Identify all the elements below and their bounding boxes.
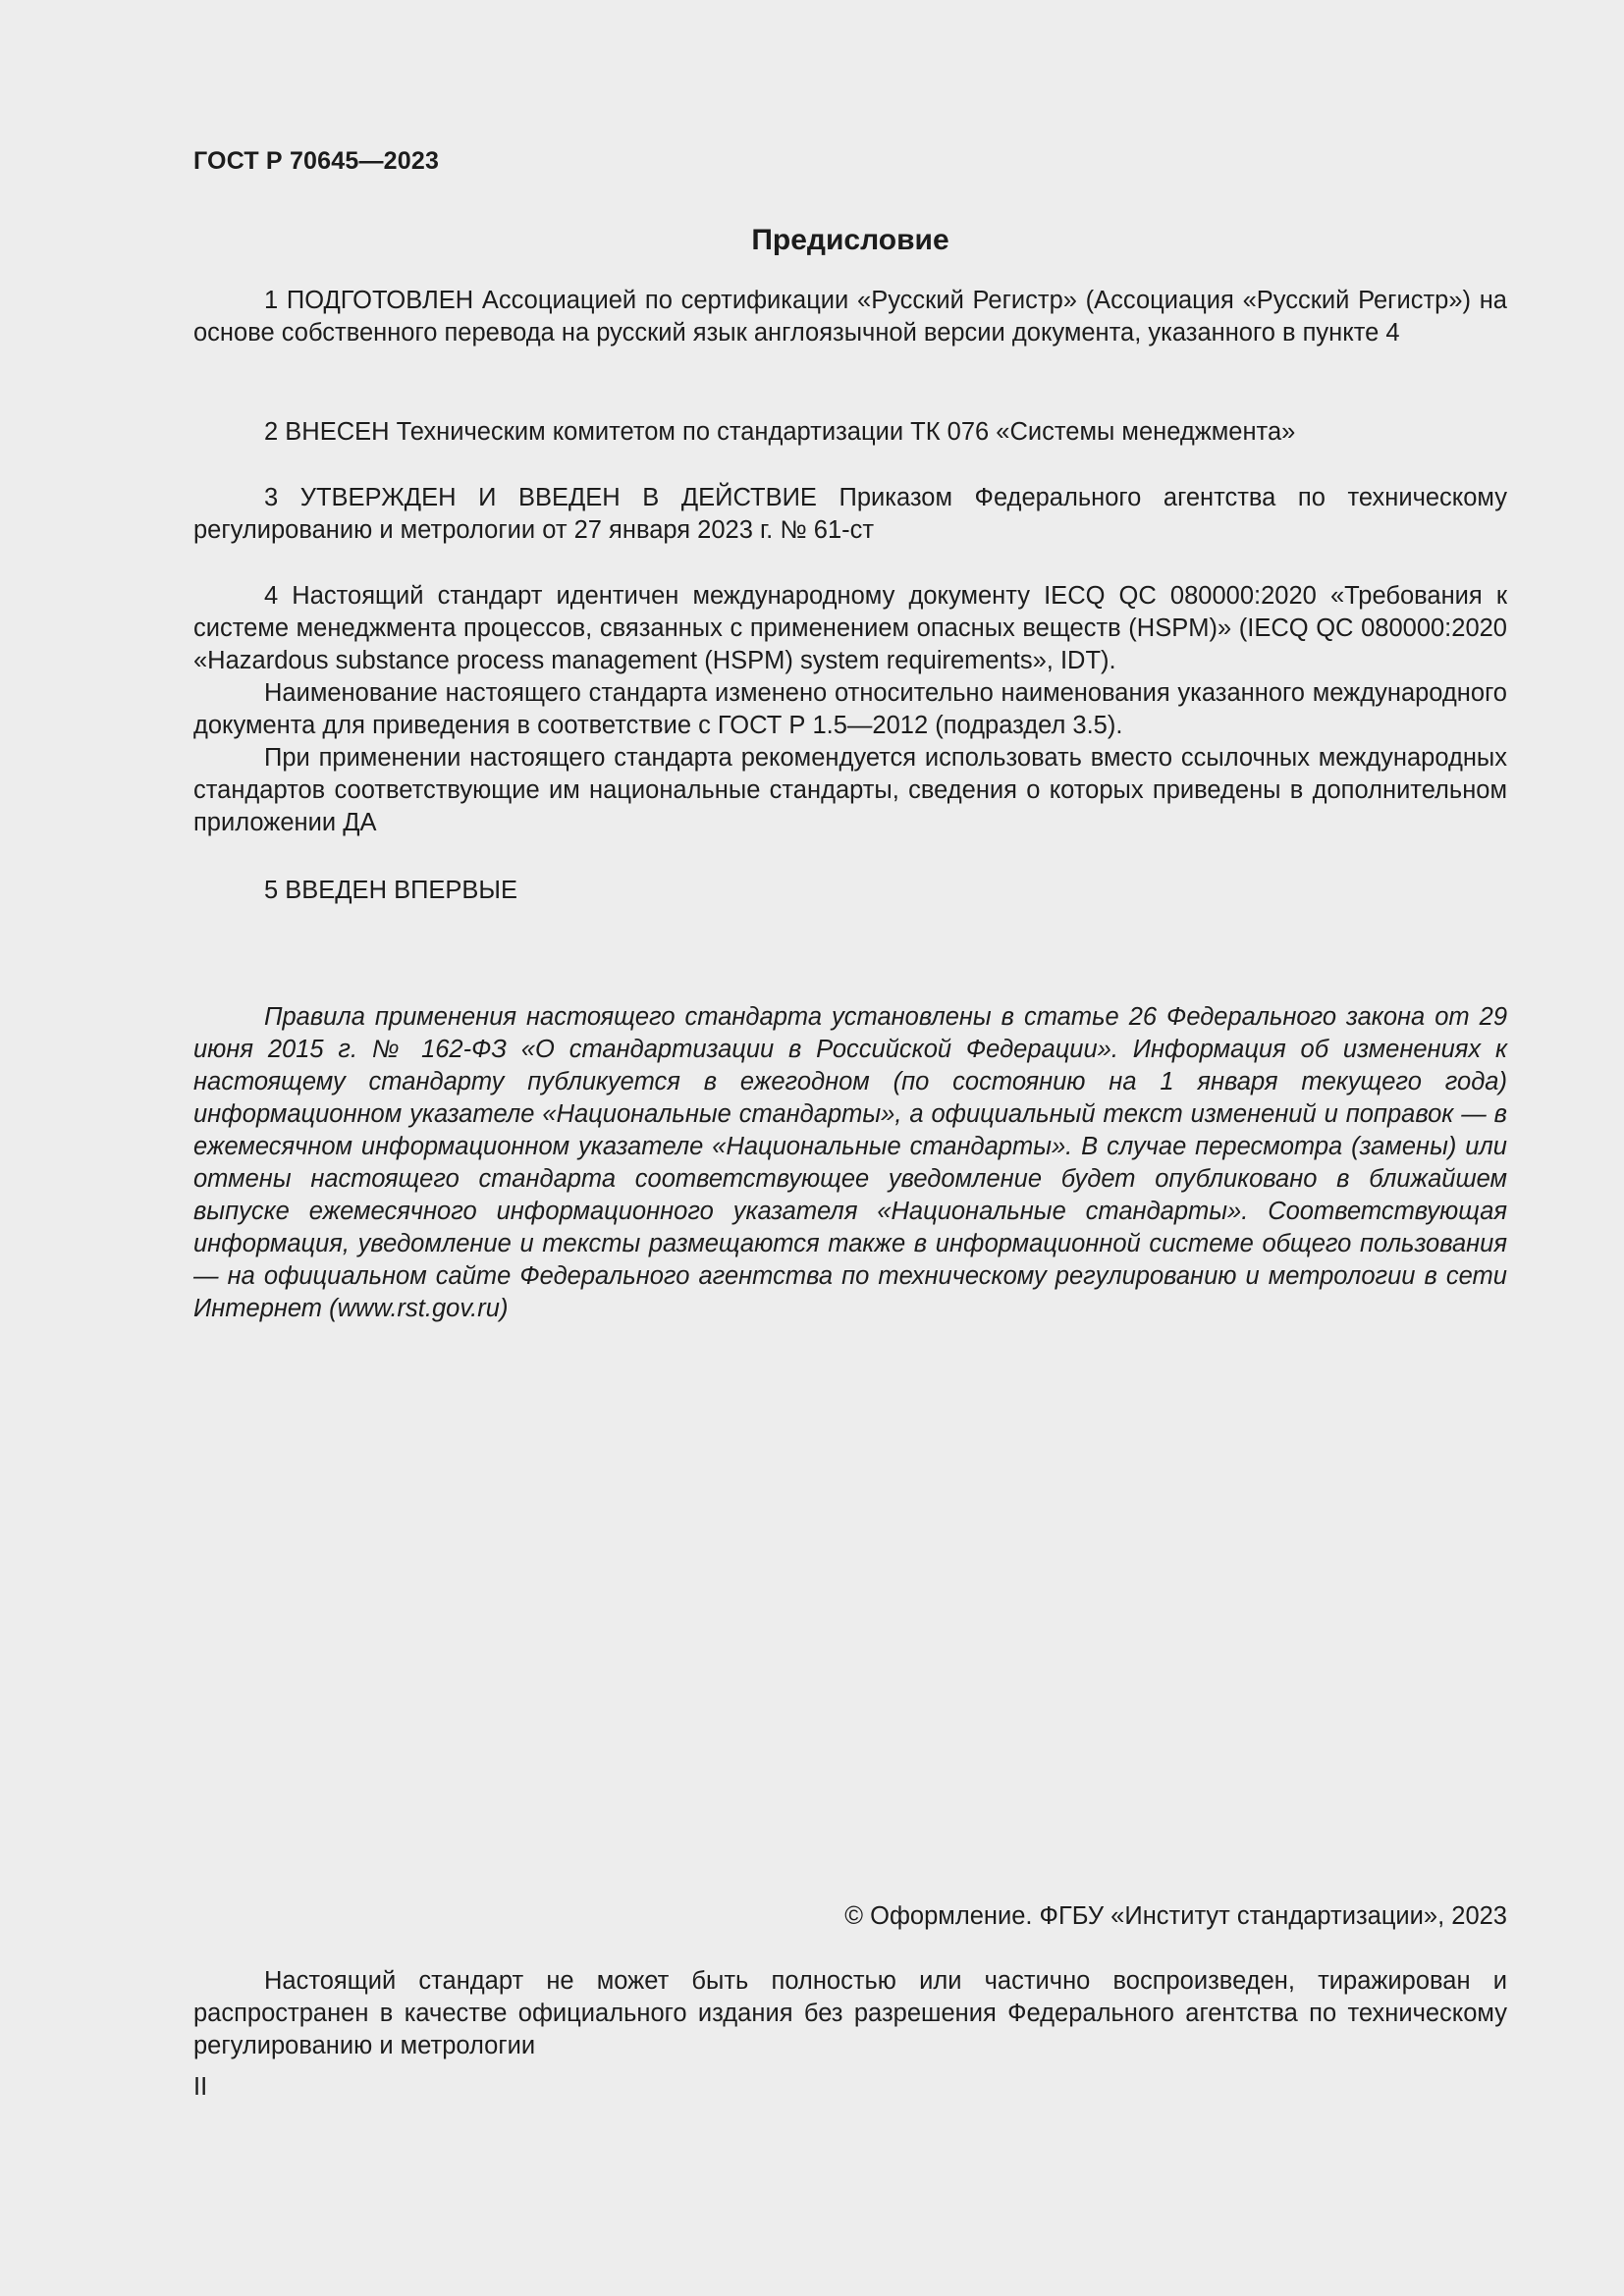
- item-4: [193, 580, 1507, 839]
- item-1: [193, 285, 1507, 349]
- item-3-text: 3 УТВЕРЖДЕН И ВВЕДЕН В ДЕЙСТВИЕ Приказом Федерального агентства по техническому регулированию и метрологии от 27 января 2023 г. № 61-ст: [193, 484, 1507, 544]
- reproduction-restriction: [193, 1965, 1507, 2062]
- page-title: Предисловие: [751, 224, 949, 256]
- item-1-text: 1 ПОДГОТОВЛЕН Ассоциацией по сертификации «Русский Регистр» (Ассоциация «Русский Регистр») на основе собственного перевода на русский язык англоязычной версии документа, указанного в пункте 4: [193, 287, 1507, 347]
- page-number: II: [193, 2073, 208, 2101]
- item-5: [193, 875, 1507, 907]
- item-4-name-note: Наименование настоящего стандарта изменено относительно наименования указанного международного документа для приведения в соответствие с ГОСТ Р 1.5—2012 (подраздел 3.5).: [193, 679, 1507, 739]
- item-3: [193, 482, 1507, 547]
- document-code: ГОСТ Р 70645—2023: [193, 147, 440, 175]
- item-2-text: 2 ВНЕСЕН Техническим комитетом по стандартизации ТК 076 «Системы менеджмента»: [264, 418, 1296, 446]
- item-4-reference-note: При применении настоящего стандарта рекомендуется использовать вместо ссылочных международных стандартов соответствующие им национальные стандарты, сведения о которых приведены в дополнительном приложении ДА: [193, 744, 1507, 836]
- item-2: [193, 416, 1507, 449]
- item-4-text: 4 Настоящий стандарт идентичен международному документу IECQ QC 080000:2020 «Требования к системе менеджмента процессов, связанных с применением опасных веществ (HSPM)» (IECQ QC 080000:2020 «Hazardous substance process management (HSPM) system requirements», IDT).: [193, 582, 1507, 674]
- document-page: [193, 0, 1507, 2296]
- reproduction-restriction-text: Настоящий стандарт не может быть полностью или частично воспроизведен, тиражирован и распространен в качестве официального издания без разрешения Федерального агентства по техническому регулированию и метрологии: [193, 1967, 1507, 2059]
- item-5-text: 5 ВВЕДЕН ВПЕРВЫЕ: [264, 877, 518, 904]
- legal-notice: [193, 1001, 1507, 1325]
- legal-notice-text: Правила применения настоящего стандарта установлены в статье 26 Федерального закона от 29 июня 2015 г. № 162-ФЗ «О стандартизации в Российской Федерации». Информация об изменениях к настоящему стандарту публикуется в ежегодном (по состоянию на 1 января текущего года) информационном указателе «Национальные стандарты», а официальный текст изменений и поправок — в ежемесячном информационном указателе «Национальные стандарты». В случае пересмотра (замены) или отмены настоящего стандарта соответствующее уведомление будет опубликовано в ближайшем выпуске ежемесячного информационного указателя «Национальные стандарты». Соответствующая информация, уведомление и тексты размещаются также в информационной системе общего пользования — на официальном сайте Федерального агентства по техническому регулированию и метрологии в сети Интернет (www.rst.gov.ru): [193, 1003, 1507, 1322]
- copyright-line: © Оформление. ФГБУ «Институт стандартизации», 2023: [844, 1902, 1507, 1930]
